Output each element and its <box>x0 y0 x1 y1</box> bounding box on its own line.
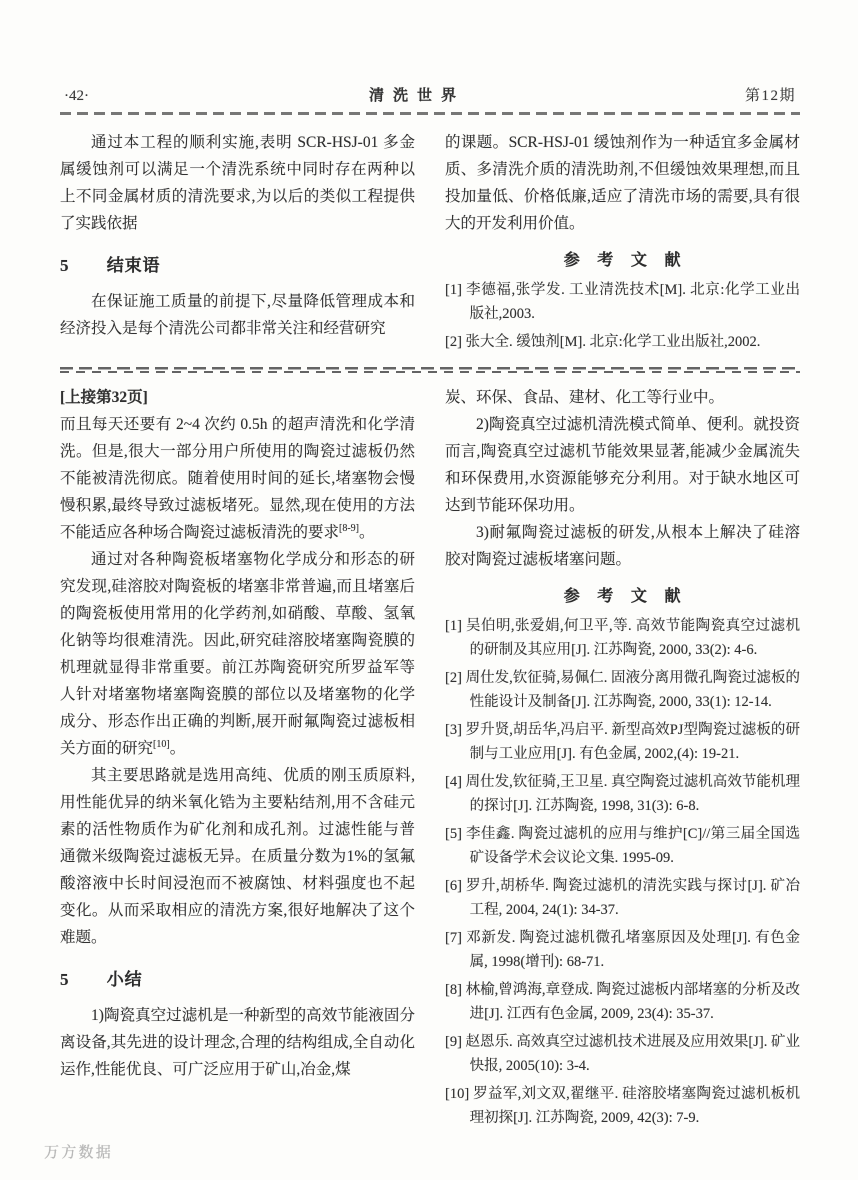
citation-superscript: [8-9] <box>339 522 360 534</box>
issue-number: 第12期 <box>744 88 796 104</box>
paragraph: 2)陶瓷真空过滤机清洗模式简单、便利。就投资而言,陶瓷真空过滤机节能效果显著,能减少金属流失和环保费用,水资源能够充分利用。对于缺水地区可达到节能环保功用。 <box>445 416 800 514</box>
reference-item: [10] 罗益军,刘文双,翟继平. 硅溶胶堵塞陶瓷过滤机板机理初探[J]. 江苏陶瓷, 2009, 42(3): 7-9. <box>445 1086 800 1126</box>
section-heading-summary <box>60 965 415 990</box>
reference-item: [2] 张大全. 缓蚀剂[M]. 北京:化学工业出版社,2002. <box>445 334 761 350</box>
page-header <box>60 84 800 105</box>
article1-right-column <box>445 129 800 358</box>
article2-right-column <box>445 384 800 1134</box>
reference-item: [6] 罗升,胡桥华. 陶瓷过滤机的清洗实践与探讨[J]. 矿冶工程, 2004, 24(1): 34-37. <box>445 878 800 918</box>
article2-left-column <box>60 384 415 1083</box>
paragraph: 3)耐氟陶瓷过滤板的研发,从根本上解决了硅溶胶对陶瓷过滤板堵塞问题。 <box>445 524 800 568</box>
reference-item: [2] 周仕发,钦征骑,易佩仁. 固液分离用微孔陶瓷过滤板的性能设计及制备[J]. 江苏陶瓷, 2000, 33(1): 12-14. <box>445 670 800 710</box>
paragraph-text: 通过对各种陶瓷板堵塞物化学成分和形态的研究发现,硅溶胶对陶瓷板的堵塞非常普遍,而且堵塞后的陶瓷板使用常用的化学药剂,如硝酸、草酸、氢氧化钠等均很难清洗。因此,研究硅溶胶堵塞陶瓷膜的机理就显得非常重要。前江苏陶瓷研究所罗益军等人针对堵塞物堵塞陶瓷膜的部位以及堵塞物的化学成分、形态作出正确的判断,展开耐氟陶瓷过滤板相关方面的研究 <box>60 551 415 757</box>
paragraph-text: 。 <box>359 524 375 541</box>
reference-item: [8] 林榆,曾鸿海,章登成. 陶瓷过滤板内部堵塞的分析及改进[J]. 江西有色金属, 2009, 23(4): 35-37. <box>445 982 800 1022</box>
header-rule <box>60 112 800 115</box>
reference-item: [9] 赵恩乐. 高效真空过滤机技术进展及应用效果[J]. 矿业快报, 2005(10): 3-4. <box>445 1034 800 1074</box>
reference-item: [7] 邓新发. 陶瓷过滤机微孔堵塞原因及处理[J]. 有色金属, 1998(增刊): 68-71. <box>445 930 800 970</box>
continued-from-note: [上接第32页] <box>60 389 148 406</box>
paragraph: 的课题。SCR-HSJ-01 缓蚀剂作为一种适宜多金属材质、多清洗介质的清洗助剂,不但缓蚀效果理想,而且投加量低、价格低廉,适应了清洗市场的需要,具有很大的开发利用价值。 <box>445 134 800 232</box>
citation-superscript: [10] <box>153 738 170 750</box>
references-heading: 参 考 文 献 <box>563 588 682 605</box>
reference-item: [1] 吴伯明,张爱娟,何卫平,等. 高效节能陶瓷真空过滤机的研制及其应用[J]. 江苏陶瓷, 2000, 33(2): 4-6. <box>445 618 800 658</box>
reference-item: [3] 罗升贤,胡岳华,冯启平. 新型高效PJ型陶瓷过滤板的研制与工业应用[J]. 有色金属, 2002,(4): 19-21. <box>445 722 800 762</box>
reference-item: [4] 周仕发,钦征骑,王卫星. 真空陶瓷过滤机高效节能机理的探讨[J]. 江苏陶瓷, 1998, 31(3): 6-8. <box>445 774 800 814</box>
wanfang-data-watermark: 万方数据 <box>44 1145 114 1161</box>
section-heading-conclusion <box>60 251 415 276</box>
paragraph: 在保证施工质量的前提下,尽量降低管理成本和经济投入是每个清洗公司都非常关注和经营研究 <box>60 293 415 337</box>
paragraph: 通过本工程的顺利实施,表明 SCR-HSJ-01 多金属缓蚀剂可以满足一个清洗系统中同时存在两种以上不同金属材质的清洗要求,为以后的类似工程提供了实践依据 <box>60 134 415 232</box>
paragraph-text: 而且每天还要有 2~4 次约 0.5h 的超声清洗和化学清洗。但是,很大一部分用户所使用的陶瓷过滤板仍然不能被清洗彻底。随着使用时间的延长,堵塞物会慢慢积累,最终导致过滤板堵死。显然,现在使用的方法不能适应各种场合陶瓷过滤板清洗的要求 <box>60 416 415 541</box>
article1-left-column <box>60 129 415 342</box>
article2-section <box>60 384 800 1134</box>
section-title: 小结 <box>106 970 143 989</box>
paragraph-text: 。 <box>169 740 186 757</box>
reference-item: [1] 李德福,张学发. 工业清洗技术[M]. 北京:化学工业出版社,2003. <box>445 282 800 322</box>
section-title: 结束语 <box>106 256 161 275</box>
journal-title: 清洗世界 <box>368 88 465 104</box>
section-number: 5 <box>60 256 70 275</box>
references-list <box>445 614 800 1130</box>
article1-section <box>60 129 800 358</box>
paragraph: 其主要思路就是选用高纯、优质的刚玉质原料,用性能优异的纳米氧化锆为主要粘结剂,用不含硅元素的活性物质作为矿化剂和成孔剂。过滤性能与普通微米级陶瓷过滤板无异。在质量分数为1%的氢氟酸溶液中长时间浸泡而不被腐蚀、材料强度也不起变化。从而采取相应的清洗方案,很好地解决了这个难题。 <box>60 767 415 946</box>
paragraph: 1)陶瓷真空过滤机是一种新型的高效节能液固分离设备,其先进的设计理念,合理的结构组成,全自动化运作,性能优良、可广泛应用于矿山,冶金,煤 <box>60 1007 415 1078</box>
paragraph <box>60 546 415 762</box>
paragraph: 炭、环保、食品、建材、化工等行业中。 <box>445 389 725 406</box>
section-number: 5 <box>60 970 70 989</box>
references-list <box>445 278 800 354</box>
article-divider-rule <box>60 367 800 374</box>
references-heading: 参 考 文 献 <box>563 252 682 269</box>
paragraph <box>60 411 415 546</box>
page-number: ·42· <box>64 88 89 104</box>
reference-item: [5] 李佳鑫. 陶瓷过滤机的应用与维护[C]//第三届全国选矿设备学术会议论文集. 1995-09. <box>445 826 800 866</box>
